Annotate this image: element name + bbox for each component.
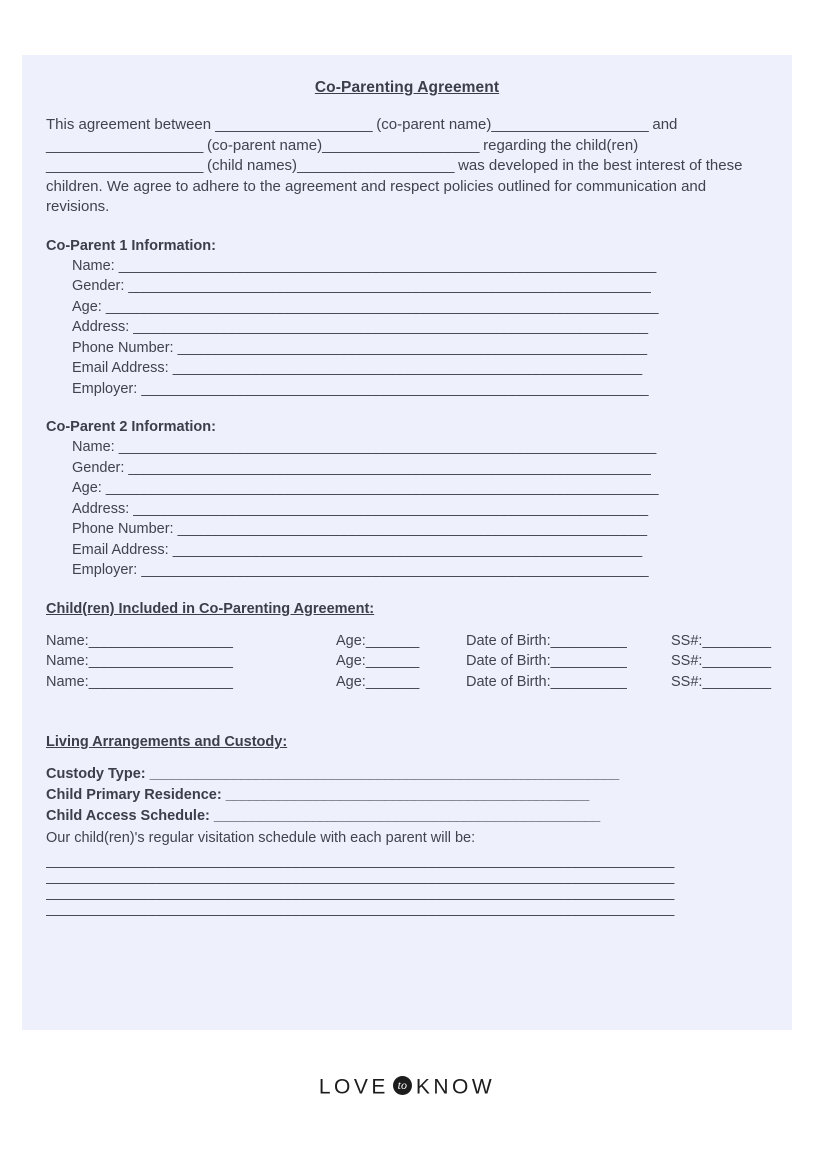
- child-age-label: Age:: [336, 632, 366, 649]
- child-age-cell: [336, 672, 466, 693]
- field-label: Phone Number:: [72, 521, 178, 537]
- field-address: [72, 499, 768, 520]
- field-label: Address:: [72, 319, 134, 335]
- field-gender: [72, 276, 768, 297]
- field-label: Email Address:: [72, 360, 173, 376]
- intro-blank-5: ____________________: [46, 157, 203, 174]
- field-label: Employer:: [72, 380, 142, 397]
- field-blank[interactable]: ________________________________________________: [225, 787, 589, 803]
- child-ssn-cell: [671, 631, 771, 652]
- field-label: Custody Type:: [46, 766, 150, 782]
- field-label: Employer:: [72, 562, 142, 578]
- field-blank[interactable]: _______________________________________________________________________: [118, 439, 656, 455]
- field-blank[interactable]: ____________________________________________________________________: [133, 500, 648, 517]
- footer: [0, 1075, 814, 1099]
- field-label: Email Address:: [72, 541, 173, 558]
- field-blank[interactable]: _____________________________________________________________________: [128, 459, 651, 476]
- child-ssn-blank[interactable]: _________: [702, 673, 771, 690]
- child-age-cell: [336, 631, 466, 652]
- field-label: Name:: [72, 439, 119, 455]
- child-ssn-label: SS#:: [671, 632, 703, 649]
- intro-part-7: was developed in the best interest of these children. We agree to adhere to the agreement and respect policies outlined for communication and revisions.: [46, 157, 743, 215]
- section-heading-coparent-1: Co-Parent 1 Information:: [46, 237, 216, 254]
- field-blank[interactable]: _______________________________________________________________________: [118, 257, 656, 274]
- field-phone-number: [72, 519, 768, 540]
- child-dob-cell: [466, 672, 671, 693]
- child-ssn-label: SS#:: [671, 673, 703, 690]
- children-table: [46, 631, 771, 693]
- intro-part-3: and: [648, 116, 678, 133]
- child-ssn-blank[interactable]: _________: [702, 632, 771, 649]
- child-ssn-blank[interactable]: _________: [702, 653, 771, 669]
- child-name-cell: [46, 651, 336, 672]
- child-dob-cell: [466, 631, 671, 652]
- field-custody-type: [46, 764, 768, 785]
- field-label: Gender:: [72, 459, 129, 476]
- field-label: Age:: [72, 298, 106, 315]
- blank-line[interactable]: ___________________________________________________________________________________: [46, 885, 674, 901]
- child-age-label: Age:: [336, 673, 366, 690]
- intro-paragraph: [46, 115, 768, 218]
- child-ssn-label: SS#:: [671, 653, 703, 669]
- blank-line[interactable]: ___________________________________________________________________________________: [46, 901, 674, 917]
- field-label: Name:: [72, 257, 119, 274]
- field-phone-number: [72, 338, 768, 359]
- field-child-primary-residence: [46, 785, 768, 806]
- field-gender: [72, 458, 768, 479]
- child-name-label: Name:: [46, 653, 89, 669]
- field-age: [72, 297, 768, 318]
- field-label: Phone Number:: [72, 339, 178, 356]
- logo-text-left: LOVE: [318, 1075, 389, 1099]
- table-row: [46, 672, 771, 693]
- child-age-blank[interactable]: _______: [365, 653, 419, 669]
- child-dob-blank[interactable]: __________: [550, 653, 627, 669]
- blank-line[interactable]: ___________________________________________________________________________________: [46, 853, 674, 869]
- logo-mark-icon: to: [393, 1076, 412, 1095]
- child-dob-cell: [466, 651, 671, 672]
- intro-blank-1: ____________________: [215, 116, 373, 133]
- coparent-1-fields: [46, 256, 768, 400]
- field-blank[interactable]: ______________________________________________________________: [149, 766, 619, 782]
- field-blank[interactable]: ______________________________________________________________: [177, 339, 647, 356]
- visitation-blank-lines: [46, 853, 768, 917]
- logo-text-right: KNOW: [415, 1075, 496, 1099]
- field-blank[interactable]: ___________________________________________________________________: [141, 562, 649, 578]
- table-row: [46, 631, 771, 652]
- document-body: [22, 55, 792, 1030]
- field-label: Gender:: [72, 278, 129, 294]
- child-dob-label: Date of Birth:: [466, 632, 551, 649]
- intro-part-1: This agreement between: [46, 116, 216, 133]
- section-heading-custody: Living Arrangements and Custody:: [46, 734, 288, 750]
- child-ssn-cell: [671, 672, 771, 693]
- field-label: Child Primary Residence:: [46, 787, 226, 803]
- child-dob-blank[interactable]: __________: [550, 673, 627, 690]
- child-age-label: Age:: [336, 653, 366, 669]
- field-blank[interactable]: _________________________________________________________________________: [105, 298, 659, 315]
- field-blank[interactable]: ______________________________________________________________: [177, 521, 647, 537]
- child-name-label: Name:: [46, 673, 89, 690]
- field-email-address: [72, 540, 768, 561]
- field-email-address: [72, 358, 768, 379]
- intro-blank-6: ____________________: [297, 157, 454, 174]
- intro-part-4: (co-parent name): [202, 136, 323, 154]
- page-title: Co-Parenting Agreement: [314, 79, 500, 96]
- child-ssn-cell: [671, 651, 771, 672]
- field-label: Address:: [72, 500, 134, 517]
- child-name-blank[interactable]: ___________________: [88, 632, 233, 649]
- field-label: Child Access Schedule:: [46, 808, 214, 824]
- field-employer: [72, 379, 768, 400]
- intro-blank-2: ____________________: [491, 116, 649, 133]
- child-age-cell: [336, 651, 466, 672]
- child-name-blank[interactable]: ___________________: [88, 673, 233, 690]
- custody-fields: [46, 764, 768, 917]
- child-age-blank[interactable]: _______: [365, 632, 419, 649]
- intro-blank-4: ____________________: [322, 136, 479, 154]
- field-name: [72, 437, 768, 458]
- field-blank[interactable]: ____________________________________________________________________: [133, 319, 648, 335]
- field-blank[interactable]: _________________________________________________________________________: [105, 480, 659, 496]
- field-blank[interactable]: ___________________________________________________: [213, 808, 600, 824]
- spacer: [46, 692, 768, 714]
- field-blank[interactable]: ______________________________________________________________: [172, 541, 642, 558]
- child-name-label: Name:: [46, 632, 89, 649]
- field-blank[interactable]: ___________________________________________________________________: [141, 380, 649, 397]
- child-dob-blank[interactable]: __________: [550, 632, 627, 649]
- child-name-blank[interactable]: ___________________: [88, 653, 233, 669]
- blank-line[interactable]: ___________________________________________________________________________________: [46, 869, 674, 885]
- field-blank[interactable]: _____________________________________________________________________: [128, 278, 651, 294]
- intro-part-2: (co-parent name): [372, 116, 492, 133]
- intro-part-6: (child names): [202, 157, 298, 174]
- field-employer: [72, 560, 768, 581]
- intro-part-5: regarding the child(ren): [478, 136, 639, 154]
- intro-blank-3: ____________________: [46, 136, 203, 154]
- coparent-2-fields: [46, 437, 768, 581]
- field-blank[interactable]: ______________________________________________________________: [172, 360, 642, 376]
- field-child-access-schedule: [46, 806, 768, 827]
- visitation-note: Our child(ren)'s regular visitation schedule with each parent will be:: [46, 830, 476, 846]
- field-name: [72, 256, 768, 277]
- child-dob-label: Date of Birth:: [466, 673, 551, 690]
- child-age-blank[interactable]: _______: [365, 673, 419, 690]
- child-name-cell: [46, 672, 336, 693]
- field-age: [72, 478, 768, 499]
- child-dob-label: Date of Birth:: [466, 653, 551, 669]
- field-address: [72, 317, 768, 338]
- lovetoknow-logo: [319, 1075, 495, 1099]
- child-name-cell: [46, 631, 336, 652]
- section-heading-coparent-2: Co-Parent 2 Information:: [46, 419, 216, 435]
- field-label: Age:: [72, 480, 106, 496]
- section-heading-children: Child(ren) Included in Co-Parenting Agreement:: [46, 600, 375, 617]
- table-row: [46, 651, 771, 672]
